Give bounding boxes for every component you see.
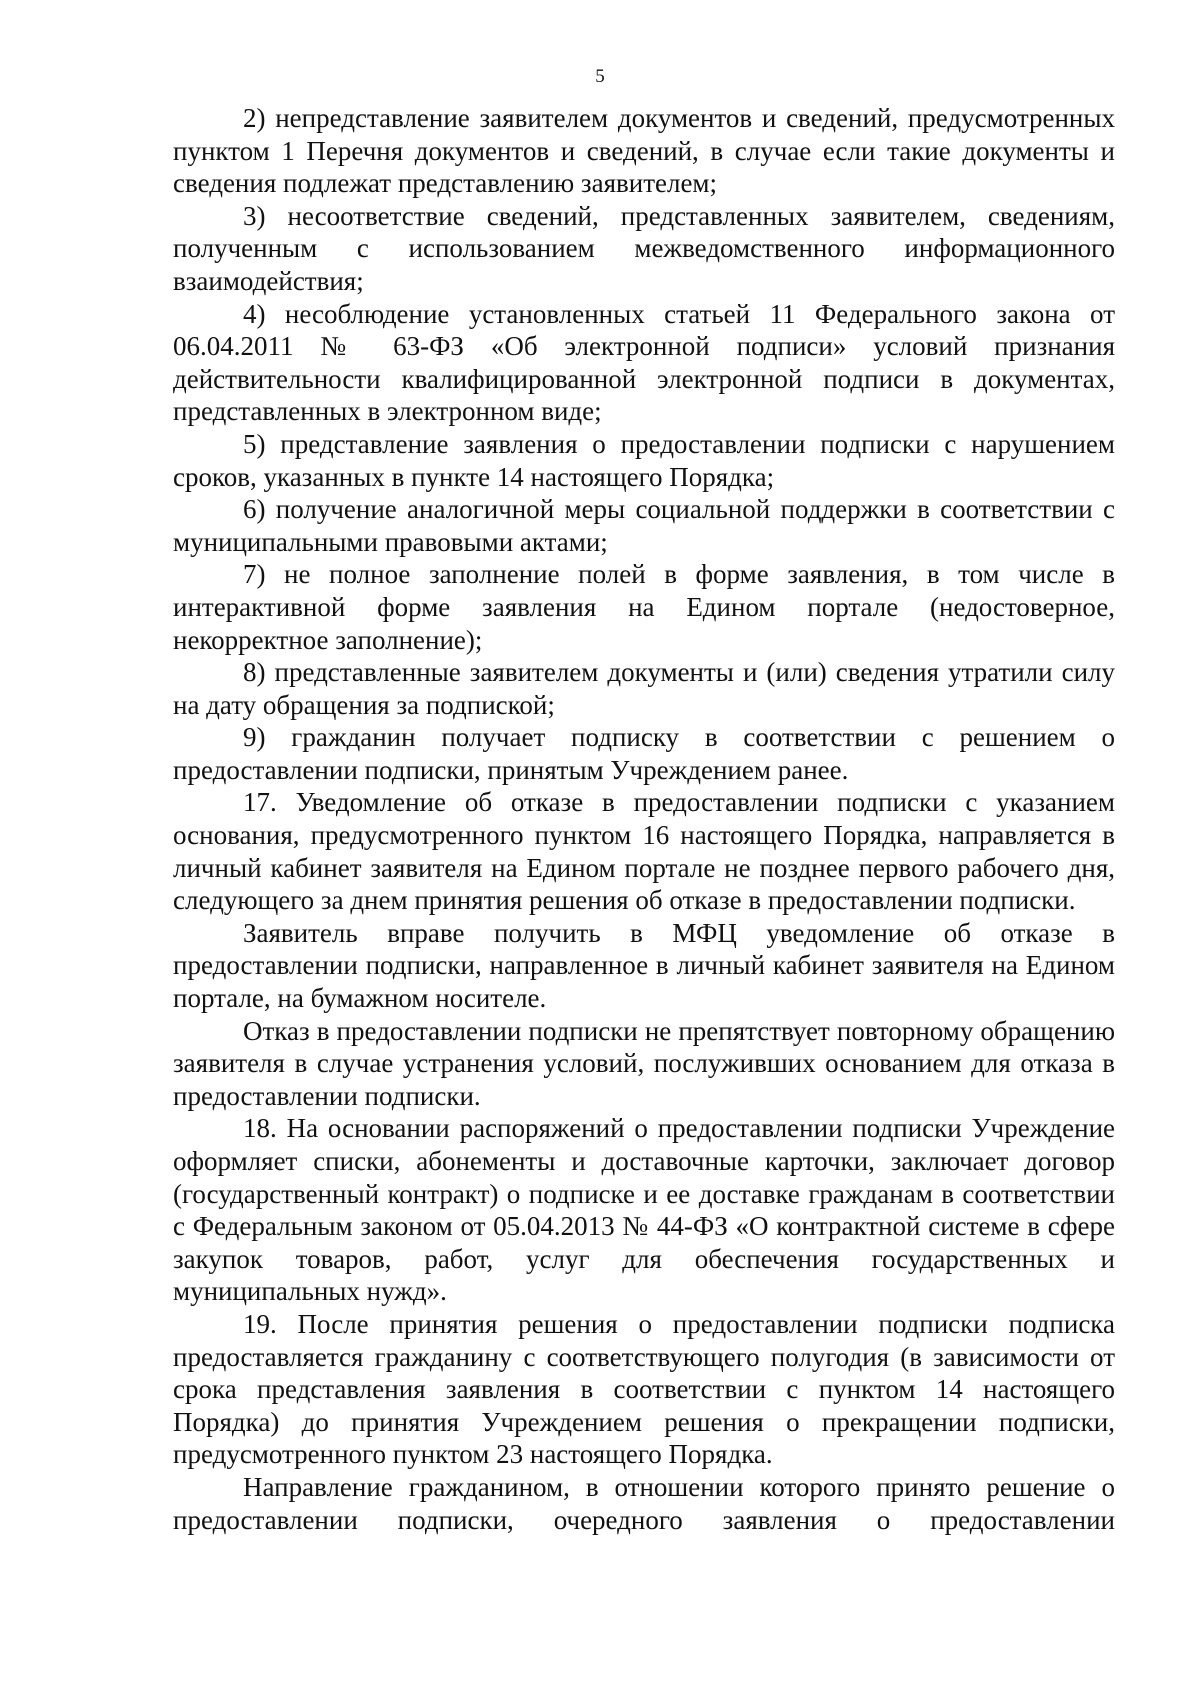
- paragraph-item-5: 5) представление заявления о предоставлении подписки с нарушением сроков, указанных в пункте 14 настоящего Порядка;: [173, 428, 1115, 492]
- paragraph-clause-19: 19. После принятия решения о предоставлении подписки подписка предоставляется гражданину с соответствующего полугодия (в зависимости от срока представления заявления в соответствии с пунктом 14 настоящего Порядка) до принятия Учреждением решения о прекращении подписки, предусмотренного пунктом 23 настоящего Порядка.: [173, 1308, 1115, 1470]
- document-body: [173, 102, 1115, 1536]
- paragraph-clause-18: 18. На основании распоряжений о предоставлении подписки Учреждение оформляет списки, абонементы и доставочные карточки, заключает договор (государственный контракт) о подписке и ее доставке гражданам в соответствии с Федеральным законом от 05.04.2013 № 44-ФЗ «О контрактной системе в сфере закупок товаров, работ, услуг для обеспечения государственных и муниципальных нужд».: [173, 1113, 1115, 1307]
- paragraph-next-application: Направление гражданином, в отношении которого принято решение о предоставлении подписки, очередного заявления о предоставлении: [173, 1471, 1115, 1535]
- page-number: 5: [595, 66, 605, 87]
- paragraph-refusal-reapply: Отказ в предоставлении подписки не препятствует повторному обращению заявителя в случае устранения условий, послуживших основанием для отказа в предоставлении подписки.: [173, 1015, 1115, 1111]
- paragraph-item-4: 4) несоблюдение установленных статьей 11 Федерального закона от 06.04.2011 № 63-ФЗ «Об электронной подписи» условий признания действительности квалифицированной электронной подписи в документах, представленных в электронном виде;: [173, 298, 1115, 427]
- paragraph-item-6: 6) получение аналогичной меры социальной поддержки в соответствии с муниципальными правовыми актами;: [173, 494, 1115, 557]
- paragraph-clause-17: 17. Уведомление об отказе в предоставлении подписки с указанием основания, предусмотренного пунктом 16 настоящего Порядка, направляется в личный кабинет заявителя на Едином портале не позднее первого рабочего дня, следующего за днем принятия решения об отказе в предоставлении подписки.: [173, 787, 1115, 916]
- paragraph-item-7: 7) не полное заполнение полей в форме заявления, в том числе в интерактивной форме заявления на Едином портале (недостоверное, некорректное заполнение);: [173, 559, 1115, 655]
- paragraph-mfc-notice: Заявитель вправе получить в МФЦ уведомление об отказе в предоставлении подписки, направленное в личный кабинет заявителя на Едином портале, на бумажном носителе.: [173, 917, 1115, 1014]
- paragraph-item-2: 2) непредставление заявителем документов и сведений, предусмотренных пунктом 1 Перечня документов и сведений, в случае если такие документы и сведения подлежат представлению заявителем;: [173, 103, 1115, 199]
- paragraph-item-3: 3) несоответствие сведений, представленных заявителем, сведениям, полученным с использованием межведомственного информационного взаимодействия;: [173, 200, 1115, 296]
- paragraph-item-8: 8) представленные заявителем документы и (или) сведения утратили силу на дату обращения за подпиской;: [173, 657, 1115, 720]
- paragraph-item-9: 9) гражданин получает подписку в соответствии с решением о предоставлении подписки, принятым Учреждением ранее.: [173, 722, 1115, 785]
